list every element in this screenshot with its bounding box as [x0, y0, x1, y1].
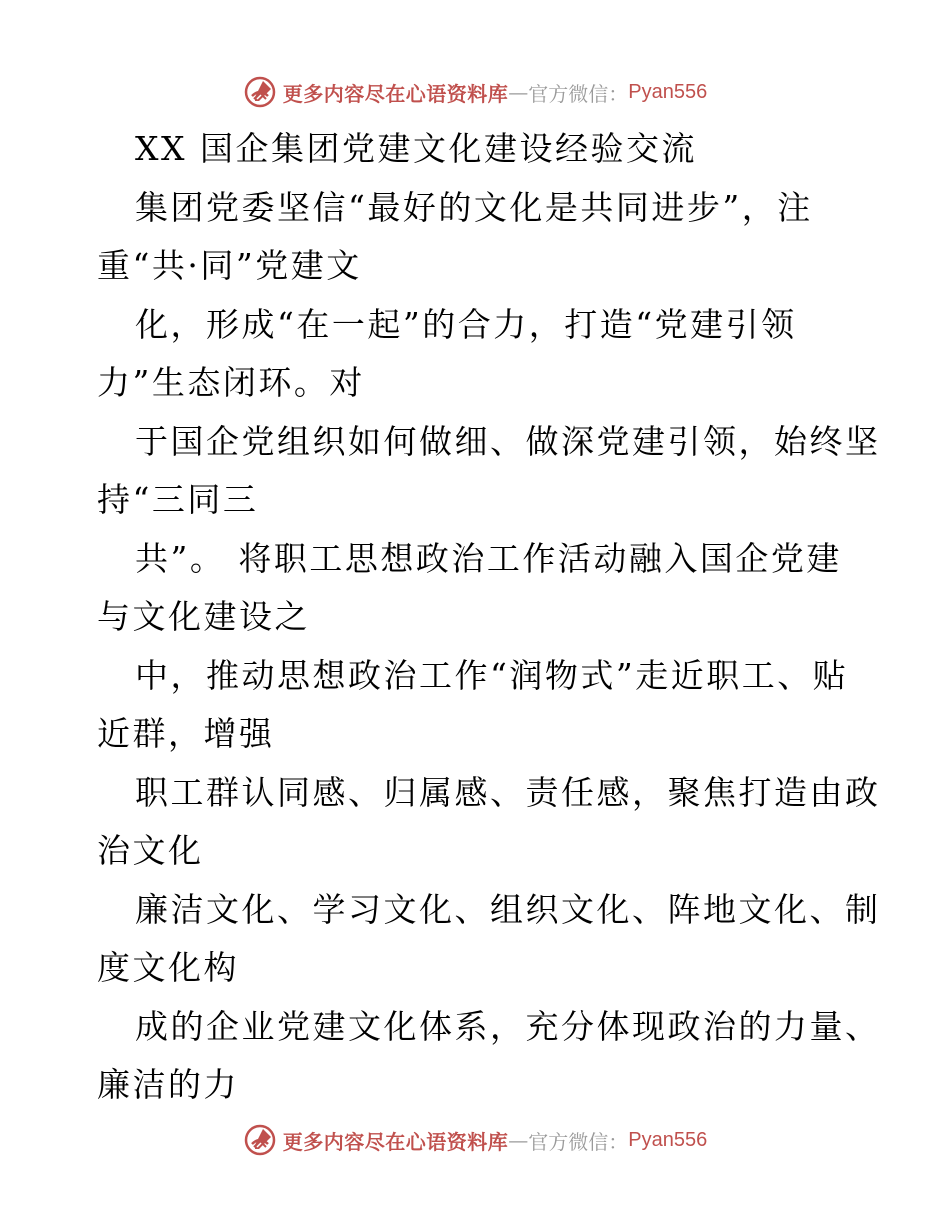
document-line: 廉洁文化、学习文化、组织文化、阵地文化、制: [135, 889, 881, 929]
document-line: 于国企党组织如何做细、做深党建引领，始终坚: [135, 421, 881, 461]
document-line: 持“三同三: [97, 480, 259, 519]
book-pen-logo-icon: [243, 75, 277, 109]
document-line: 化，形成“在一起”的合力，打造“党建引领: [135, 304, 797, 344]
document-line: 度文化构: [97, 948, 239, 987]
header-watermark-banner: [0, 72, 950, 112]
banner-wechat-id: Pyan556: [628, 80, 708, 103]
document-line: 治文化: [97, 831, 204, 870]
document-title: XX 国企集团党建文化建设经验交流: [135, 129, 697, 168]
banner-wechat-id: Pyan556: [628, 1128, 708, 1151]
document-line: 成的企业党建文化体系，充分体现政治的力量、: [135, 1006, 881, 1046]
document-line: 集团党委坚信“最好的文化是共同进步”，注: [135, 187, 813, 227]
document-body: [97, 120, 881, 1115]
book-pen-logo-icon: [243, 1123, 277, 1157]
document-line: 中，推动思想政治工作“润物式”走近职工、贴: [135, 655, 849, 695]
document-line: 重“共·同”党建文: [97, 246, 362, 285]
document-line: 力”生态闭环。对: [97, 363, 365, 402]
document-line: 近群，增强: [97, 714, 275, 753]
document-line: 职工群认同感、归属感、责任感，聚焦打造由政: [135, 772, 881, 812]
document-line: 廉洁的力: [97, 1065, 239, 1104]
footer-watermark-banner: [0, 1120, 950, 1160]
banner-wechat-label: 官方微信：: [528, 1129, 629, 1154]
document-line: 共”。 将职工思想政治工作活动融入国企党建: [135, 538, 842, 578]
banner-wechat-label: 官方微信：: [528, 81, 629, 106]
banner-text: 更多内容尽在心语资料库: [282, 81, 509, 106]
banner-text: 更多内容尽在心语资料库: [282, 1129, 509, 1154]
banner-separator: —: [508, 80, 529, 104]
banner-separator: —: [508, 1128, 529, 1152]
document-line: 与文化建设之: [97, 597, 310, 636]
